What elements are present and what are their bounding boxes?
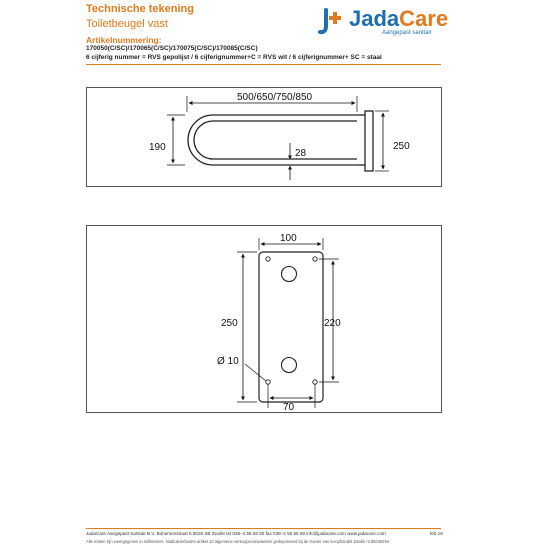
- document-title: Toiletbeugel vast: [86, 18, 168, 30]
- article-numbers: 170050(C/SC)/170065(C/SC)/170075(C/SC)/170085(C/SC): [86, 45, 258, 52]
- side-view-drawing: [87, 88, 441, 186]
- logo-wordmark: JadaCare: [349, 6, 449, 31]
- header-divider: [86, 64, 441, 65]
- height-dimension-label: 190: [149, 142, 166, 153]
- plate-full-height-label: 250: [221, 318, 238, 329]
- article-legend: 6 cijferig nummer = RVS gepolijst / 6 cijferignummer+C = RVS wit / 6 cijferignummer+ SC = staal: [86, 54, 382, 61]
- wall-plate-drawing-panel: [86, 225, 442, 413]
- company-address: JadaCare Aangepast Sanitair B.V. Bohemenstraat 5 8028 SB Zwolle tel 038–4 55 55 60 fax 038–4 55 55 69 info@jadacare.com www.jadacare.com: [86, 531, 386, 536]
- plate-height-label: 250: [393, 141, 410, 152]
- length-dimension-label: 500/650/750/850: [237, 92, 313, 103]
- side-view-drawing-panel: [86, 87, 442, 187]
- article-heading: Artikelnummering:: [86, 35, 162, 45]
- plate-width-label: 100: [280, 233, 297, 244]
- hole-width-label: 70: [283, 402, 295, 412]
- hole-diameter-label: Ø 10: [217, 356, 239, 367]
- tube-diameter-label: 28: [295, 148, 307, 159]
- document-code: feb 18: [430, 531, 443, 536]
- logo-tagline: Aangepast sanitair: [382, 30, 432, 36]
- jadacare-logo: [316, 4, 449, 40]
- wall-plate-drawing: [87, 226, 441, 412]
- legal-note: Alle maten zijn weergegeven in millimeters. Nadrukverboden artikel 12 algemene verkoopvoorwaarden gedeponeerd bij de Kamer van Koophandel Zwolle nr.05046254: [86, 539, 390, 544]
- document-type: Technische tekening: [86, 3, 194, 15]
- logo-mark-icon: [316, 6, 346, 36]
- hole-spacing-label: 220: [324, 318, 341, 329]
- footer-divider: [86, 528, 441, 529]
